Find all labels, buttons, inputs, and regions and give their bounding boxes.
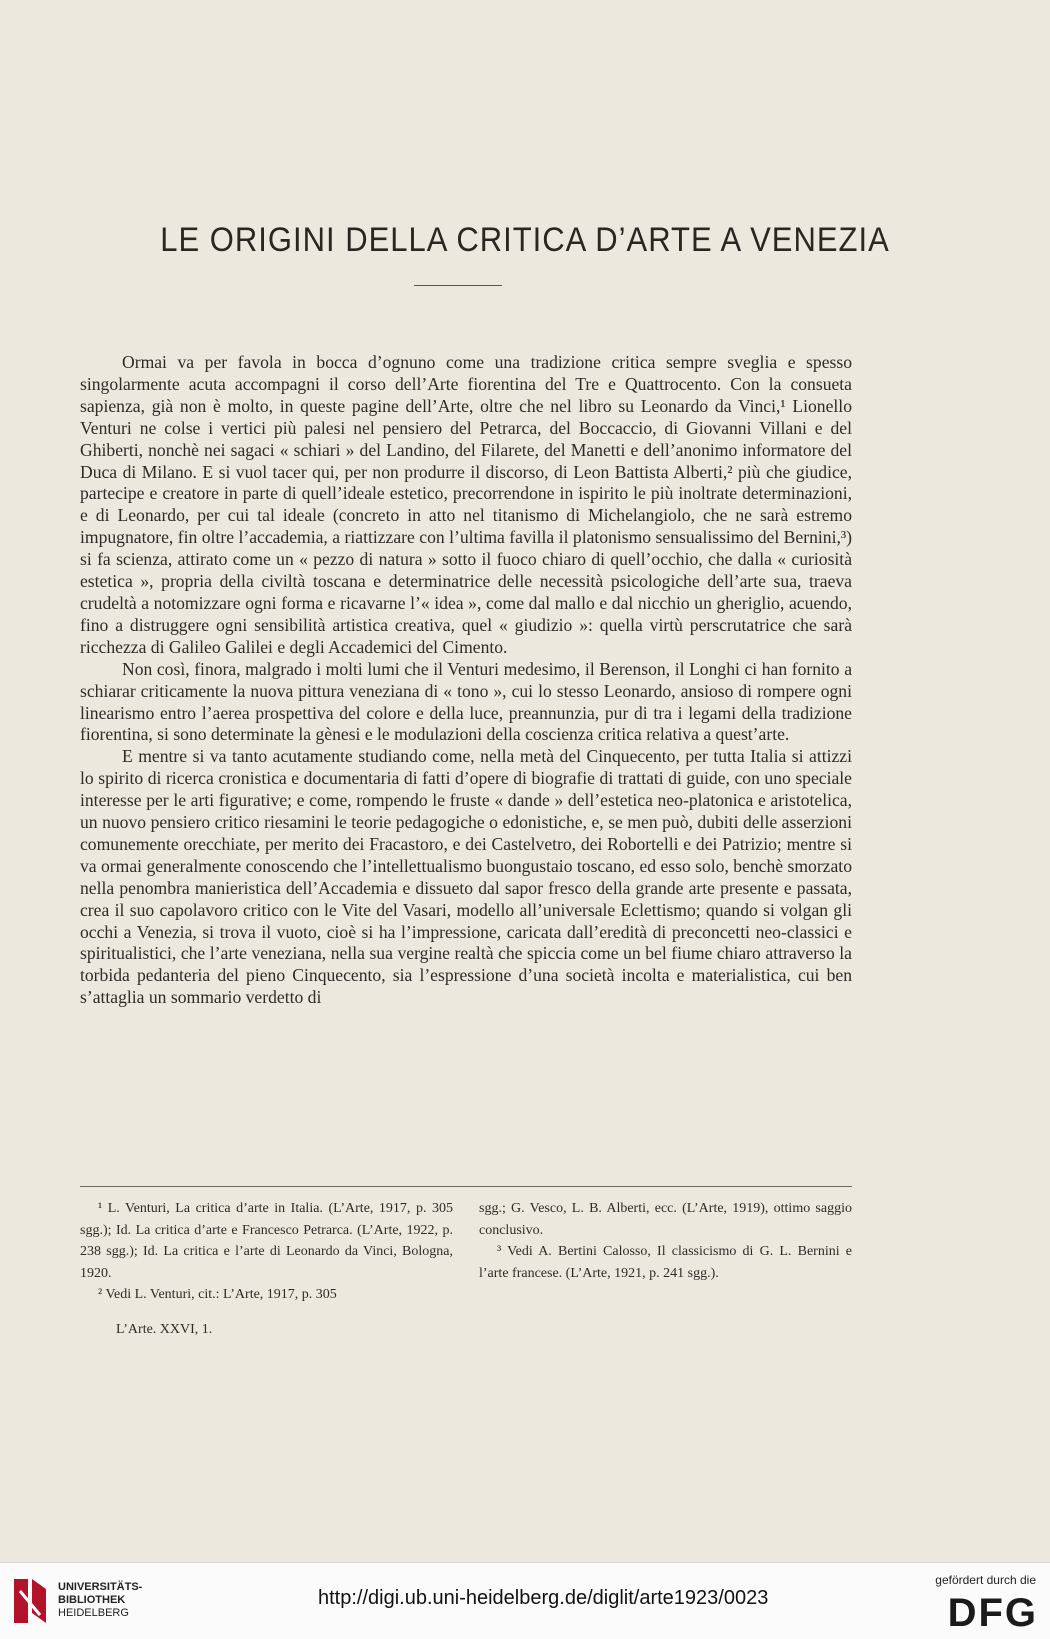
title-divider xyxy=(414,285,502,286)
heidelberg-library-logo-icon[interactable] xyxy=(10,1577,50,1625)
article-body xyxy=(80,352,852,1009)
running-footer: L’Arte. XXVI, 1. xyxy=(116,1322,213,1337)
dfg-logo[interactable]: DFG xyxy=(947,1591,1038,1635)
footnotes-left-column xyxy=(80,1198,453,1306)
footnote-2-end: sgg.; G. Vesco, L. B. Alberti, ecc. (L’Arte, 1919), ottimo saggio conclusivo. xyxy=(479,1201,852,1238)
institution-name[interactable] xyxy=(58,1581,142,1620)
footnote-2-start: ² Vedi L. Venturi, cit.: L’Arte, 1917, p. 305 xyxy=(98,1287,337,1303)
footnote-divider xyxy=(80,1186,852,1187)
funding-caption: gefördert durch die xyxy=(935,1573,1036,1587)
footnote-3: ³ Vedi A. Bertini Calosso, Il classicismo di G. L. Bernini e l’arte francese. (L’Arte, 1921, p. 241 sgg.). xyxy=(479,1244,852,1281)
article-title: LE ORIGINI DELLA CRITICA D’ARTE A VENEZIA xyxy=(160,219,890,260)
footnotes-right-column xyxy=(479,1198,852,1306)
viewer-footer xyxy=(0,1562,1050,1639)
permalink-url[interactable]: http://digi.ub.uni-heidelberg.de/diglit/arte1923/0023 xyxy=(318,1587,769,1609)
footnote-1: ¹ L. Venturi, La critica d’arte in Italia. (L’Arte, 1917, p. 305 sgg.); Id. La critica d’arte e Francesco Petrarca. (L’Arte, 1922, p. 238 sgg.); Id. La critica e l’arte di Leonardo da Vinci, Bologna, 1920. xyxy=(80,1201,453,1281)
paragraph-3: E mentre si va tanto acutamente studiando come, nella metà del Cinquecento, per tutta Italia si attizzi lo spirito di ricerca cronistica e documentaria di fatti d’opere di biografie di trattati di guide, con uno speciale interesse per le arti figurative; e come, rompendo le fruste « dande » dell’estetica neo-platonica e aristotelica, un nuovo pensiero critico riesamini le teorie pedagogiche o edonistiche, e, se men può, dubiti delle asserzioni comunemente orecchiate, per merito dei Fracastoro, e dei Castelvetro, dei Robortelli e dei Patrizio; mentre si va ormai generalmente conoscendo che l’intellettualismo buongustaio toscano, ed esso solo, benchè smorzato nella penombra manieristica dell’Accademia e dissueto dal sapor fresco della grande arte presente e passata, crea il suo capolavoro critico con le Vite del Vasari, modello all’universale Eclettismo; quando si volgan gli occhi a Venezia, si trova il vuoto, cioè si ha l’impressione, caricata dall’eredità di preconcetti neo-classici e spiritualistici, che l’arte veneziana, nella sua vergine realtà che spiccia come un bel fiume chiaro attraverso la torbida pedanteria del pieno Cinquecento, sia l’espressione d’una società incolta e materialistica, cui ben s’attaglia un sommario verdetto di xyxy=(80,746,852,1008)
footnotes xyxy=(80,1198,852,1306)
institution-line-3: HEIDELBERG xyxy=(58,1607,129,1619)
institution-line-2: BIBLIOTHEK xyxy=(58,1594,126,1606)
paragraph-2: Non così, finora, malgrado i molti lumi che il Venturi medesimo, il Berenson, il Longhi ci han fornito a schiarar criticamente la nuova pittura veneziana di « tono », cui lo stesso Leonardo, ansioso di rompere ogni linearismo entro l’aerea prospettiva del colore e della luce, preannunzia, pur di tra i legami della tradizione fiorentina, si sono determinate la gènesi e le modulazioni della coscienza critica relativa a quest’arte. xyxy=(80,658,852,745)
paragraph-1: Ormai va per favola in bocca d’ognuno come una tradizione critica sempre sveglia e spesso singolarmente acuta accompagni il corso dell’Arte fiorentina del Tre e Quattrocento. Con la consueta sapienza, già non è molto, in queste pagine dell’Arte, oltre che nel libro su Leonardo da Vinci,¹ Lionello Venturi ne colse i vertici più palesi nel pensiero del Petrarca, del Boccaccio, di Giovanni Villani e del Ghiberti, nonchè nei sagaci « schiari » del Landino, del Filarete, del Manetti e dell’anonimo informatore del Duca di Milano. E si vuol tacer qui, per non produrre il discorso, di Leon Battista Alberti,² più che giudice, partecipe e creatore in parte di quell’ideale estetico, precorrendone in ispirito le più inoltrate determinazioni, e di Leonardo, per cui tal ideale (concreto in atto nel titanismo di Michelangiolo, che ne sarà estremo impugnatore, fin oltre l’accademia, a riattizzare con l’ultima favilla il platonismo sensualissimo del Bernini,³) si fa scienza, attirato come un « pezzo di natura » sotto il fuoco chiaro di quell’occhio, che dalla « curiosità estetica », propria della civiltà toscana e determinatrice delle necessità psicologiche dell’arte sua, traeva crudeltà a notomizzare ogni forma e ricavarne l’« idea », come dal mallo e dal nicchio un gheriglio, acuendo, fino a distruggere ogni sensibilità artistica creativa, quel « giudizio »: quella virtù perscrutatrice che sarà ricchezza di Galileo Galilei e degli Accademici del Cimento. xyxy=(80,352,852,657)
institution-line-1: UNIVERSITÄTS- xyxy=(58,1581,143,1593)
